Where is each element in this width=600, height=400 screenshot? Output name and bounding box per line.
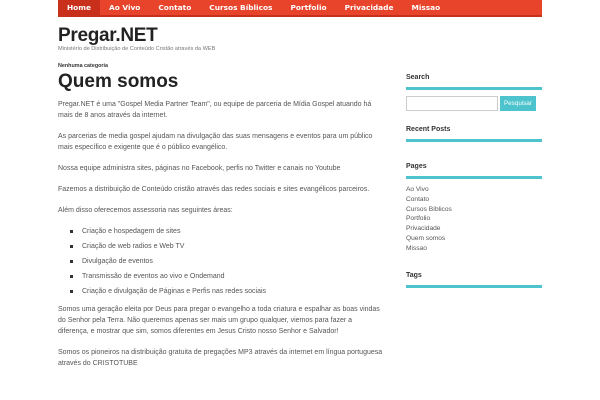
page-link-ao-vivo[interactable]: Ao Vivo	[406, 186, 429, 193]
page-link-privacidade[interactable]: Privacidade	[406, 225, 441, 233]
search-input[interactable]	[406, 96, 498, 111]
search-button[interactable]: Pesquisar	[500, 96, 536, 111]
sidebar	[406, 74, 542, 288]
widget-title-recent-posts: Recent Posts	[406, 126, 542, 142]
main-navigation	[58, 0, 542, 17]
page-link-missao[interactable]: Missao	[406, 244, 427, 252]
recent-posts-widget	[406, 126, 542, 142]
site-title[interactable]: Pregar.NET	[58, 25, 158, 46]
paragraph-mission: Somos uma geração eleita por Deus para pregar o evangelho a toda criatura e espalhar as boas vindas do Senhor pela Terra. Não queremos apenas ser mais um grupo qualquer, viemos para fazer a diferença, e mostrar que sim, somos diferentes em Jesus Cristo nosso Senhor e Salvador!	[58, 306, 380, 335]
paragraph-services-intro: Além disso oferecemos assessoria nas seguintes áreas:	[58, 207, 233, 214]
nav-item-portfolio[interactable]: Portfolio	[290, 3, 327, 12]
page-link-quem-somos[interactable]: Quem somos	[406, 234, 446, 242]
page-link-portfolio[interactable]: Portfolio	[406, 215, 431, 223]
tags-widget	[406, 272, 542, 288]
search-form	[406, 96, 542, 111]
list-item: Criação de web radios e Web TV	[70, 241, 383, 252]
nav-item-missao[interactable]: Missao	[411, 3, 441, 12]
paragraph-intro: Pregar.NET é uma "Gospel Media Partner Team", ou equipe de parceria de Mídia Gospel atuando há mais de 8 anos através da internet.	[58, 101, 372, 119]
list-item: Criação e divulgação de Páginas e Perfis nas redes sociais	[70, 286, 383, 297]
services-list	[70, 226, 383, 297]
nav-item-cursos-biblicos[interactable]: Cursos Bíblicos	[209, 3, 273, 12]
nav-menu	[58, 0, 542, 15]
post-category[interactable]: Nenhuma categoria	[58, 63, 109, 69]
site-description: Ministério de Distribuição de Conteúdo Cristão através da WEB	[58, 46, 216, 52]
nav-item-contato[interactable]: Contato	[158, 3, 192, 12]
page-link-contato[interactable]: Contato	[406, 195, 430, 203]
page-title: Quem somos	[58, 71, 179, 92]
nav-item-ao-vivo[interactable]: Ao Vivo	[108, 3, 141, 12]
nav-item-privacidade[interactable]: Privacidade	[344, 3, 394, 12]
list-item: Transmissão de eventos ao vivo e Ondemand	[70, 271, 383, 282]
list-item: Divulgação de eventos	[70, 256, 383, 267]
pages-list	[406, 185, 542, 254]
page-link-cursos-biblicos[interactable]: Cursos Bíblicos	[406, 205, 452, 213]
nav-item-home[interactable]: Home	[58, 0, 100, 15]
paragraph-partnerships: As parcerias de media gospel ajudam na divulgação das suas mensagens e eventos para um público mais específico e exigente que é o público evangélico.	[58, 133, 373, 151]
search-widget	[406, 74, 542, 111]
paragraph-distribution: Fazemos a distribuição de Conteúdo cristão através das redes sociais e sites evangélicos parceiros.	[58, 186, 370, 193]
widget-title-tags: Tags	[406, 272, 542, 288]
widget-title-search: Search	[406, 74, 542, 90]
paragraph-pioneers: Somos os pioneiros na distribuição gratuita de pregações MP3 através da internet em língua portuguesa através do CRISTOTUBE	[58, 349, 383, 367]
list-item: Criação e hospedagem de sites	[70, 226, 383, 237]
paragraph-team: Nossa equipe administra sites, páginas no Facebook, perfis no Twitter e canais no Youtube	[58, 165, 341, 172]
post-content	[58, 99, 383, 379]
pages-widget	[406, 163, 542, 254]
widget-title-pages: Pages	[406, 163, 542, 179]
